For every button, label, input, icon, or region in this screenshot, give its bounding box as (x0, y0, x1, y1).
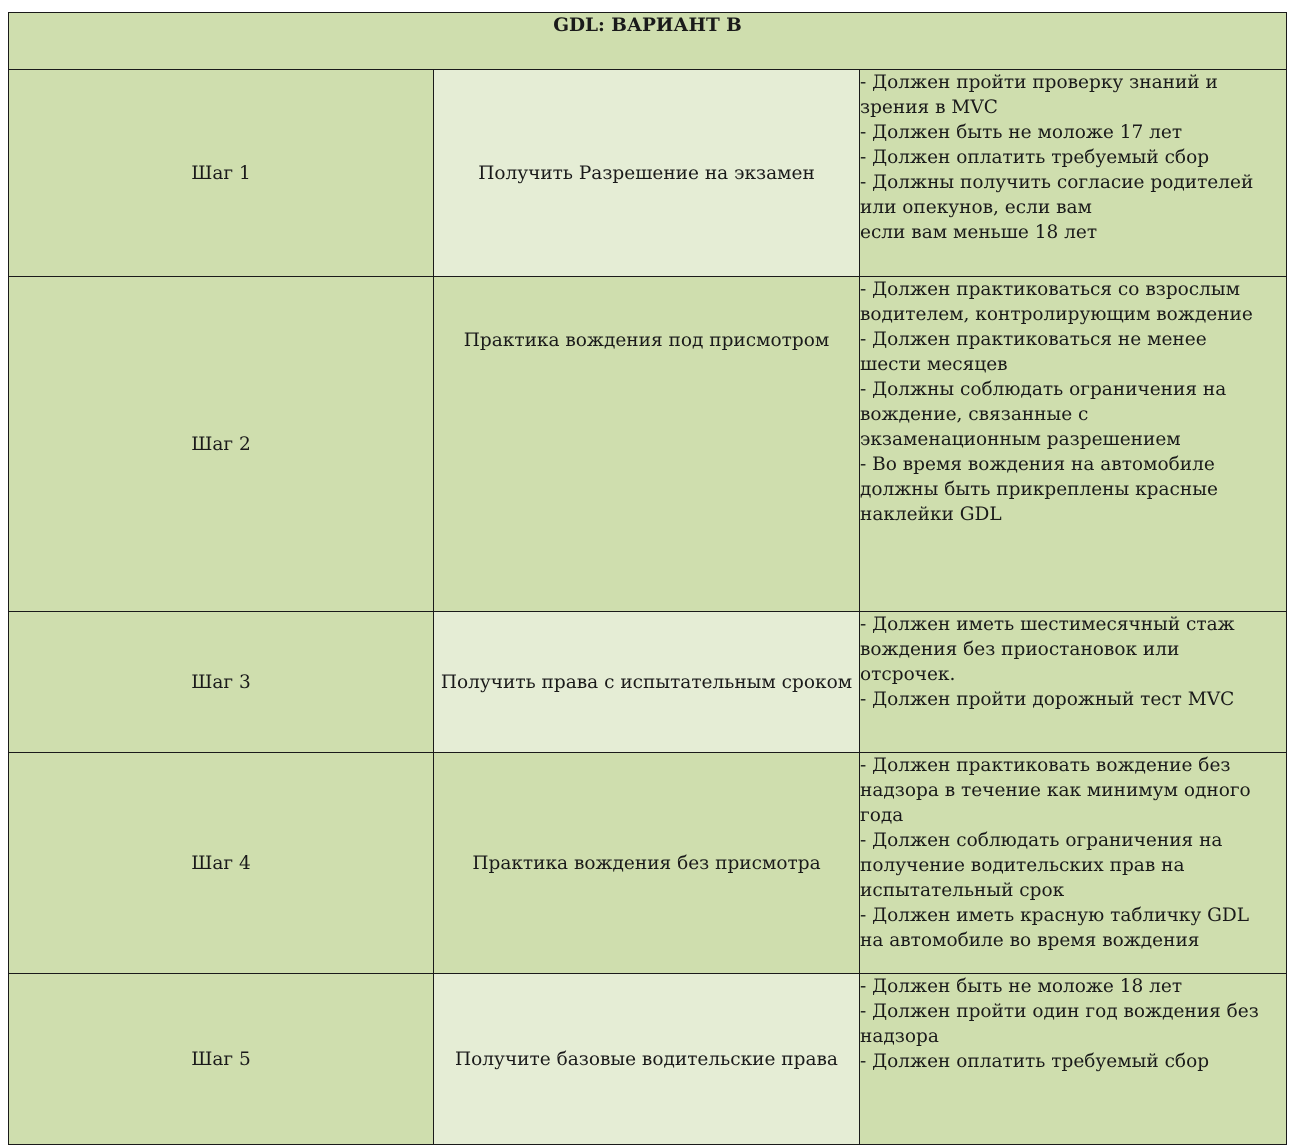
step-action: Получить Разрешение на экзамен (434, 70, 860, 277)
requirement-line: зрения в MVC (860, 97, 998, 118)
requirement-line: - Должны получить согласие родителей (860, 172, 1254, 193)
step-action: Практика вождения без присмотра (434, 753, 860, 974)
step-label: Шаг 3 (9, 612, 434, 753)
table-row-step-3 (9, 612, 1287, 753)
requirement-line: экзаменационным разрешением (860, 429, 1181, 450)
requirement-line: - Должен пройти один год вождения без (860, 1001, 1259, 1022)
requirement-line: - Должен пройти проверку знаний и (860, 72, 1218, 93)
requirement-line: испытательный срок (860, 880, 1065, 901)
requirement-line: отсрочек. (860, 664, 956, 685)
step-requirements (860, 753, 1287, 974)
requirement-line: шести месяцев (860, 354, 1008, 375)
requirement-line: - Должен практиковаться со взрослым (860, 279, 1241, 300)
requirement-line: надзора (860, 1026, 939, 1047)
table-row-step-4 (9, 753, 1287, 974)
requirement-line: наклейки GDL (860, 504, 1002, 525)
step-label: Шаг 1 (9, 70, 434, 277)
step-requirements (860, 612, 1287, 753)
requirement-line: - Должны соблюдать ограничения на (860, 379, 1227, 400)
step-action: Практика вождения под присмотром (434, 277, 860, 612)
table-title: GDL: ВАРИАНТ В (9, 13, 1287, 70)
requirement-line: - Должен быть не моложе 18 лет (860, 976, 1183, 997)
gdl-table (8, 12, 1287, 1145)
requirement-line: или опекунов, если вам (860, 197, 1092, 218)
step-action: Получить права с испытательным сроком (434, 612, 860, 753)
requirement-line: - Должен быть не моложе 17 лет (860, 122, 1183, 143)
table-row-step-5 (9, 974, 1287, 1145)
step-label: Шаг 5 (9, 974, 434, 1145)
requirement-line: - Должен оплатить требуемый сбор (860, 147, 1210, 168)
step-requirements (860, 70, 1287, 277)
requirement-line: - Должен практиковать вождение без (860, 755, 1231, 776)
step-label: Шаг 2 (9, 277, 434, 612)
requirement-line: получение водительских прав на (860, 855, 1185, 876)
requirement-line: - Должен практиковаться не менее (860, 329, 1207, 350)
requirement-line: если вам меньше 18 лет (860, 222, 1098, 243)
requirement-line: должны быть прикреплены красные (860, 479, 1218, 500)
step-requirements (860, 277, 1287, 612)
table-row-step-1 (9, 70, 1287, 277)
step-label: Шаг 4 (9, 753, 434, 974)
step-requirements (860, 974, 1287, 1145)
requirement-line: водителем, контролирующим вождение (860, 304, 1253, 325)
requirement-line: на автомобиле во время вождения (860, 930, 1200, 951)
requirement-line: - Должен соблюдать ограничения на (860, 830, 1223, 851)
table-row-step-2 (9, 277, 1287, 612)
requirement-line: - Должен оплатить требуемый сбор (860, 1051, 1210, 1072)
step-action: Получите базовые водительские права (434, 974, 860, 1145)
requirement-line: вождения без приостановок или (860, 639, 1180, 660)
requirement-line: - Во время вождения на автомобиле (860, 454, 1215, 475)
requirement-line: - Должен пройти дорожный тест MVC (860, 689, 1235, 710)
requirement-line: вождение, связанные с (860, 404, 1089, 425)
title-row (9, 13, 1287, 70)
requirement-line: года (860, 805, 904, 826)
requirement-line: надзора в течение как минимум одного (860, 780, 1251, 801)
requirement-line: - Должен иметь шестимесячный стаж (860, 614, 1235, 635)
requirement-line: - Должен иметь красную табличку GDL (860, 905, 1250, 926)
